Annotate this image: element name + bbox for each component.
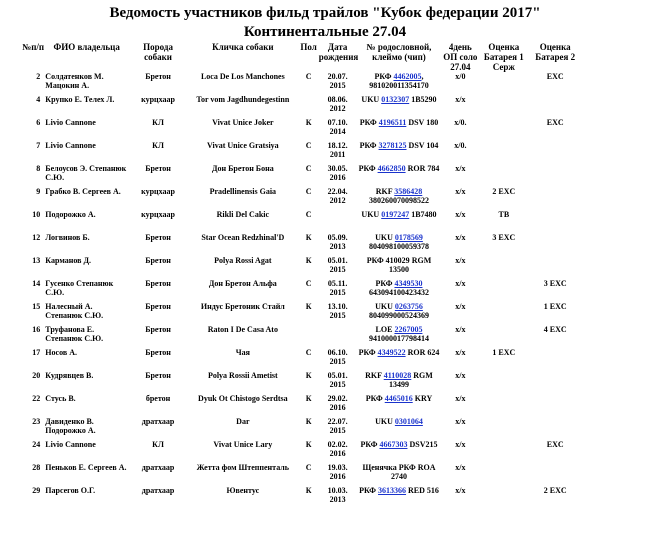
cell-day: x/0. — [454, 141, 467, 150]
cell-dob: 13.10. 2015 — [327, 302, 348, 320]
cell-dob: 19.03. 2016 — [327, 463, 348, 481]
cell-breed: бретон — [145, 394, 171, 403]
cell-day: x/0. — [454, 118, 467, 127]
document-title: Ведомость участников фильд трайлов "Кубок федерации 2017" — [109, 5, 541, 21]
cell-breed: Бретон — [145, 348, 171, 357]
cell-sex: С — [305, 187, 312, 196]
pedigree-suffix: 804099000524369 — [368, 311, 429, 320]
cell-dog: Индус Бретоник Стайл — [200, 302, 285, 311]
cell-code — [357, 279, 442, 302]
pedigree-suffix: 380260070098522 — [368, 196, 429, 205]
cell-day: x/x — [455, 394, 466, 403]
cell-grade1 — [479, 417, 528, 440]
pedigree-prefix: РКФ — [365, 394, 385, 403]
cell-day: x/x — [455, 348, 466, 357]
pedigree-link[interactable]: 4662850 — [377, 164, 406, 173]
cell-breed: дратхаар — [141, 417, 175, 426]
cell-day: x/x — [455, 325, 466, 334]
table-row — [22, 302, 582, 325]
cell-breed: КЛ — [152, 141, 164, 150]
cell-day: x/x — [455, 233, 466, 242]
document-subtitle: Континентальные 27.04 — [243, 24, 407, 40]
cell-owner: Носов А. — [45, 348, 77, 357]
cell-grade2: EXC — [546, 440, 564, 449]
cell-dog: Vivat Unice Gratsiya — [206, 141, 279, 150]
cell-breed: КЛ — [152, 440, 164, 449]
pedigree-link[interactable]: 4349530 — [394, 279, 423, 288]
cell-code — [357, 486, 442, 509]
cell-grade2: 2 EXC — [543, 486, 567, 495]
cell-dob: 05.09. 2013 — [327, 233, 348, 251]
table-row — [22, 325, 582, 348]
cell-code — [357, 141, 442, 164]
cell-sex: К — [305, 118, 312, 127]
cell-sex: С — [305, 210, 312, 219]
pedigree-link[interactable]: 0301064 — [394, 417, 423, 426]
pedigree-link[interactable]: 3586428 — [394, 187, 423, 196]
table-row — [22, 233, 582, 256]
cell-dog: Raton I De Casa Ato — [207, 325, 278, 334]
cell-grade1 — [479, 394, 528, 417]
table-row — [22, 210, 582, 233]
cell-num: 10 — [32, 210, 41, 219]
cell-day: x/0 — [455, 72, 466, 81]
cell-dob: 02.02. 2016 — [327, 440, 348, 458]
cell-code — [357, 417, 442, 440]
cell-grade1 — [479, 463, 528, 486]
pedigree-suffix: DSV215 — [407, 440, 438, 449]
pedigree-prefix: РКФ — [359, 486, 379, 495]
cell-grade1 — [479, 118, 528, 141]
cell-owner: Парсегов О.Г. — [45, 486, 96, 495]
cell-grade2 — [528, 210, 582, 233]
cell-dog: Жетта фом Штеппенталь — [196, 463, 289, 472]
header-sex: Пол — [300, 42, 317, 52]
cell-num: 24 — [32, 440, 41, 449]
cell-grade1: 2 EXC — [492, 187, 516, 196]
cell-day: x/x — [455, 486, 466, 495]
table-row — [22, 256, 582, 279]
pedigree-suffix: 1B7480 — [409, 210, 437, 219]
table-row — [22, 463, 582, 486]
cell-grade1 — [479, 486, 528, 509]
cell-dog: Star Ocean Redzhinal'D — [201, 233, 285, 242]
cell-grade1 — [479, 141, 528, 164]
header-code: № родословной, клеймо (чип) — [366, 42, 432, 62]
cell-dob: 05.11. 2015 — [327, 279, 348, 297]
cell-dob: 29.02. 2016 — [327, 394, 348, 412]
cell-num: 16 — [32, 325, 41, 334]
cell-grade2 — [528, 371, 582, 394]
pedigree-prefix: UKU — [361, 210, 382, 219]
cell-dog: Vivat Unice Joker — [212, 118, 274, 127]
pedigree-suffix: RGM 13500 — [388, 256, 432, 274]
pedigree-link[interactable]: 4667303 — [379, 440, 408, 449]
cell-sex: С — [305, 164, 312, 173]
cell-dob: 22.04. 2012 — [327, 187, 348, 205]
pedigree-link[interactable]: 0178569 — [394, 233, 423, 242]
cell-day: x/x — [455, 417, 466, 426]
table-body — [22, 72, 582, 509]
cell-dob: 20.07. 2015 — [327, 72, 348, 90]
cell-dog: Polya Rossi Agat — [214, 256, 272, 265]
pedigree-link[interactable]: 0263756 — [394, 302, 423, 311]
cell-owner: Пеньков Е. Сергеев А. — [45, 463, 127, 472]
cell-dob: 08.06. 2012 — [327, 95, 348, 113]
cell-breed: Бретон — [145, 279, 171, 288]
cell-num: 8 — [36, 164, 41, 173]
cell-sex: К — [305, 486, 312, 495]
cell-code — [357, 348, 442, 371]
cell-grade1 — [479, 256, 528, 279]
cell-owner: Логвинов Б. — [45, 233, 90, 242]
table-row — [22, 95, 582, 118]
cell-num: 15 — [32, 302, 41, 311]
cell-code — [357, 72, 442, 95]
cell-owner: Livio Cannone — [45, 118, 96, 127]
cell-dog: Tor vom Jagdhundegestinn — [196, 95, 290, 104]
pedigree-suffix: ROR 624 — [405, 348, 440, 357]
cell-breed: Бретон — [145, 256, 171, 265]
cell-grade2 — [528, 417, 582, 440]
cell-grade2: 3 EXC — [543, 279, 567, 288]
pedigree-prefix: РКФ — [358, 348, 378, 357]
pedigree-suffix: ROR 784 — [405, 164, 440, 173]
cell-breed: Бретон — [145, 302, 171, 311]
cell-day: x/x — [455, 95, 466, 104]
header-dob: Дата рождения — [318, 42, 359, 62]
pedigree-prefix: UKU — [375, 417, 395, 426]
pedigree-prefix: РКФ — [375, 279, 395, 288]
cell-dog: Чая — [235, 348, 250, 357]
cell-dob — [319, 210, 357, 233]
cell-day: x/x — [455, 302, 466, 311]
cell-code — [357, 118, 442, 141]
cell-sex: С — [305, 72, 312, 81]
cell-dob — [319, 325, 357, 348]
pedigree-suffix: 804098100059378 — [368, 242, 429, 251]
cell-breed: Бретон — [145, 164, 171, 173]
cell-day: x/x — [455, 440, 466, 449]
cell-grade2 — [528, 256, 582, 279]
cell-sex: С — [305, 279, 312, 288]
cell-sex: С — [305, 463, 312, 472]
cell-code — [357, 233, 442, 256]
cell-owner: Livio Cannone — [45, 141, 96, 150]
header-breed: Порода собаки — [143, 42, 173, 62]
pedigree-link[interactable]: 3613366 — [378, 486, 407, 495]
cell-code — [357, 463, 442, 486]
cell-grade2: EXC — [546, 118, 564, 127]
pedigree-prefix: UKU — [375, 302, 395, 311]
cell-grade2: 1 EXC — [543, 302, 567, 311]
pedigree-link[interactable]: 4462005 — [393, 72, 422, 81]
cell-day: x/x — [455, 279, 466, 288]
cell-owner: Гусенко Степанюк С.Ю. — [45, 279, 114, 297]
cell-grade2 — [528, 187, 582, 210]
table-row — [22, 417, 582, 440]
header-dog: Кличка собаки — [212, 42, 274, 52]
pedigree-link[interactable]: 4110028 — [383, 371, 412, 380]
pedigree-prefix: РКФ — [360, 440, 380, 449]
cell-owner: Белоусов Э. Степанюк С.Ю. — [45, 164, 127, 182]
cell-grade2 — [528, 164, 582, 187]
cell-day: x/x — [455, 187, 466, 196]
cell-owner: Стусь В. — [45, 394, 76, 403]
cell-sex: К — [305, 256, 312, 265]
pedigree-prefix: РКФ 410029 — [366, 256, 410, 265]
cell-dog: Дон Бретон Альфа — [208, 279, 277, 288]
pedigree-link[interactable]: 4349522 — [377, 348, 406, 357]
pedigree-prefix: RKF — [375, 187, 395, 196]
header-day: 4день ОП соло 27.04 — [443, 42, 478, 72]
pedigree-prefix: РКФ — [359, 141, 379, 150]
pedigree-prefix: РКФ — [374, 72, 394, 81]
cell-dog: Dar — [236, 417, 250, 426]
pedigree-suffix: RED 516 — [406, 486, 439, 495]
cell-sex — [299, 95, 319, 118]
header-num: №п/п — [22, 42, 45, 52]
cell-grade1 — [479, 325, 528, 348]
pedigree-suffix: DSV 180 — [406, 118, 439, 127]
table-row — [22, 164, 582, 187]
cell-sex: К — [305, 394, 312, 403]
cell-dog: Pradellinensis Gaia — [209, 187, 277, 196]
cell-breed: курцхаар — [141, 95, 176, 104]
cell-grade1 — [479, 72, 528, 95]
cell-grade2 — [528, 141, 582, 164]
cell-breed: Бретон — [145, 371, 171, 380]
cell-code — [357, 302, 442, 325]
table-row — [22, 486, 582, 509]
cell-owner: Давиденко В. Подорожко А. — [45, 417, 96, 435]
cell-owner: Солдатенков М. Мацокин А. — [45, 72, 104, 90]
cell-num: 28 — [32, 463, 41, 472]
cell-grade2 — [528, 348, 582, 371]
cell-day: x/x — [455, 256, 466, 265]
cell-owner: Карманов Д. — [45, 256, 91, 265]
cell-dog: Loca De Los Manchones — [200, 72, 285, 81]
pedigree-link[interactable]: 0132307 — [381, 95, 410, 104]
cell-sex: С — [305, 348, 312, 357]
cell-grade2: EXC — [546, 72, 564, 81]
pedigree-prefix: LOE — [375, 325, 395, 334]
pedigree-prefix: RKF — [365, 371, 384, 380]
pedigree-link[interactable]: 2267005 — [394, 325, 423, 334]
header-owner: ФИО владельца — [53, 42, 120, 52]
cell-code — [357, 95, 442, 118]
cell-dob: 30.05. 2016 — [327, 164, 348, 182]
cell-grade1: 1 EXC — [492, 348, 516, 357]
pedigree-prefix: РКФ — [359, 118, 379, 127]
table-header — [22, 42, 582, 72]
cell-owner: Труфанова Е. Степанюк С.Ю. — [45, 325, 104, 343]
cell-dob: 06.10. 2015 — [327, 348, 348, 366]
pedigree-link[interactable]: 0197247 — [381, 210, 410, 219]
table-row — [22, 141, 582, 164]
cell-day: x/x — [455, 371, 466, 380]
cell-dog: Dyuk Ot Chistogo Serdtsa — [198, 394, 288, 403]
pedigree-suffix: 941000017798414 — [368, 334, 429, 343]
cell-breed: дратхаар — [141, 486, 175, 495]
cell-num: 23 — [32, 417, 41, 426]
cell-num: 17 — [32, 348, 41, 357]
cell-num: 20 — [32, 371, 41, 380]
cell-num: 2 — [36, 72, 41, 81]
cell-dog: Rikli Del Cakic — [216, 210, 270, 219]
cell-dog: Дон Бретон Бона — [211, 164, 274, 173]
cell-day: x/x — [455, 210, 466, 219]
table-row — [22, 394, 582, 417]
cell-owner: Livio Cannone — [45, 440, 96, 449]
cell-dob: 05.01. 2015 — [327, 256, 348, 274]
table-row — [22, 118, 582, 141]
pedigree-link[interactable]: 3278125 — [378, 141, 407, 150]
header-grade1: Оценка Батарея 1 Серж — [483, 42, 524, 72]
cell-grade1 — [479, 164, 528, 187]
header-grade2: Оценка Батарея 2 — [535, 42, 576, 62]
cell-grade1: ТВ — [498, 210, 510, 219]
cell-grade1 — [479, 279, 528, 302]
cell-breed: Бретон — [145, 72, 171, 81]
cell-code — [357, 371, 442, 394]
cell-sex: К — [305, 233, 312, 242]
cell-owner: Грабко В. Сергеев А. — [45, 187, 121, 196]
cell-grade2 — [528, 463, 582, 486]
cell-breed: дратхаар — [141, 463, 175, 472]
participants-table — [22, 42, 582, 509]
cell-sex: К — [305, 371, 312, 380]
cell-num: 13 — [32, 256, 41, 265]
pedigree-prefix: UKU — [375, 233, 395, 242]
cell-dob: 07.10. 2014 — [327, 118, 348, 136]
pedigree-prefix: UKU — [361, 95, 382, 104]
cell-breed: КЛ — [152, 118, 164, 127]
cell-dog: Ювентус — [226, 486, 260, 495]
cell-sex: К — [305, 302, 312, 311]
pedigree-prefix: РКФ — [358, 164, 378, 173]
pedigree-prefix: Щенячка РКФ — [362, 463, 416, 472]
cell-dob: 22.07. 2015 — [327, 417, 348, 435]
pedigree-suffix: KRY — [412, 394, 433, 403]
cell-owner: Крупко Е. Телех Л. — [45, 95, 115, 104]
cell-grade1: 3 EXC — [492, 233, 516, 242]
cell-dob: 10.03. 2013 — [327, 486, 348, 504]
cell-breed: Бретон — [145, 325, 171, 334]
cell-sex: С — [305, 141, 312, 150]
cell-num: 9 — [36, 187, 41, 196]
cell-day: x/x — [455, 463, 466, 472]
cell-grade1 — [479, 95, 528, 118]
cell-grade1 — [479, 302, 528, 325]
cell-code — [357, 440, 442, 463]
cell-code — [357, 394, 442, 417]
cell-grade2 — [528, 233, 582, 256]
cell-code — [357, 210, 442, 233]
cell-dog: Polya Rossii Ametist — [207, 371, 278, 380]
cell-sex: К — [305, 440, 312, 449]
pedigree-suffix: DSV 104 — [406, 141, 439, 150]
table-row — [22, 279, 582, 302]
pedigree-suffix: , 981020011354170 — [369, 72, 429, 90]
cell-sex: К — [305, 417, 312, 426]
cell-num: 14 — [32, 279, 41, 288]
cell-code — [357, 164, 442, 187]
cell-grade1 — [479, 440, 528, 463]
cell-num: 22 — [32, 394, 41, 403]
pedigree-link[interactable]: 4196511 — [378, 118, 407, 127]
table-row — [22, 348, 582, 371]
cell-num: 7 — [36, 141, 41, 150]
cell-owner: Подорожко А. — [45, 210, 96, 219]
pedigree-suffix: 643094100423432 — [368, 288, 429, 297]
pedigree-link[interactable]: 4465016 — [384, 394, 413, 403]
cell-owner: Налесный А. Степанюк С.Ю. — [45, 302, 104, 320]
cell-breed: Бретон — [145, 233, 171, 242]
cell-grade2 — [528, 95, 582, 118]
table-row — [22, 371, 582, 394]
cell-grade2 — [528, 394, 582, 417]
cell-num: 29 — [32, 486, 41, 495]
cell-code — [357, 325, 442, 348]
cell-dob: 18.12. 2011 — [327, 141, 348, 159]
cell-sex — [299, 325, 319, 348]
cell-breed: курцхаар — [141, 187, 176, 196]
cell-num: 12 — [32, 233, 41, 242]
pedigree-suffix: RGM 13499 — [388, 371, 433, 389]
cell-owner: Кудрявцев В. — [45, 371, 94, 380]
cell-grade1 — [479, 371, 528, 394]
cell-code — [357, 256, 442, 279]
cell-num: 6 — [36, 118, 41, 127]
table-row — [22, 187, 582, 210]
pedigree-suffix: ROA 2740 — [390, 463, 436, 481]
cell-dog: Vivat Unice Lary — [213, 440, 273, 449]
cell-code — [357, 187, 442, 210]
cell-dob: 05.01. 2015 — [327, 371, 348, 389]
cell-breed: курцхаар — [141, 210, 176, 219]
cell-day: x/x — [455, 164, 466, 173]
cell-num: 4 — [36, 95, 41, 104]
cell-grade2: 4 EXC — [543, 325, 567, 334]
table-row — [22, 440, 582, 463]
table-row — [22, 72, 582, 95]
pedigree-suffix: 1B5290 — [409, 95, 437, 104]
